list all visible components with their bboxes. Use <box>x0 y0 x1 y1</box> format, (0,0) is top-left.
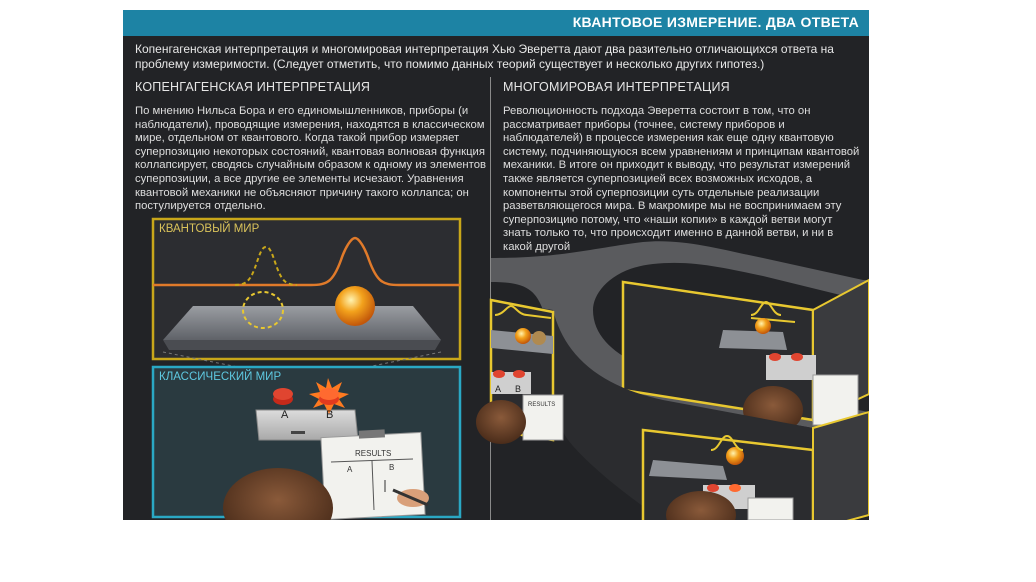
results-title: RESULTS <box>355 449 392 458</box>
mw-button-b-label: B <box>515 384 522 394</box>
results-col-a: A <box>347 465 353 474</box>
many-worlds-illustration <box>476 241 869 520</box>
copenhagen-text: По мнению Нильса Бора и его единомышленников, приборы (и наблюдатели), проводящие измерения, находятся в классическом мире, отдельном от квантового. Когда такой прибор измеряет суперпозицию некоторых состояний, квантовая волновая функция коллапсирует, сводясь случайным образом к одному из элементов суперпозиции, а все другие ее элементы исчезают. Уравнения квантовой механики не объясняют причину такого коллапса; он постулируется отдельно. <box>135 105 486 213</box>
copenhagen-heading: КОПЕНГАГЕНСКАЯ ИНТЕРПРЕТАЦИЯ <box>135 80 371 94</box>
mw-results-title: RESULTS <box>528 402 556 408</box>
page-title: КВАНТОВОЕ ИЗМЕРЕНИЕ. ДВА ОТВЕТА <box>572 14 859 30</box>
particle-ball <box>335 286 375 326</box>
classical-world-label: КЛАССИЧЕСКИЙ МИР <box>159 371 282 383</box>
many-worlds-text: Революционность подхода Эверетта состоит в том, что он рассматривает приборы (точнее, систему приборов и наблюдателей) в процессе измерения как еще одну квантовую систему, подчиняющуюся всем уравнениям и принципам квантовой механики. В итоге он приходит к выводу, что результат измерений также является суперпозицией всех возможных исходов, а компоненты этой суперпозиции суть отдельные реализации разветвляющегося мира. В макромире мы не воспринимаем эту суперпозицию потому, что «наши копии» в каждой ветви могут знать только то, что происходит именно в данной ветви, и ни в какой другой <box>503 105 860 253</box>
quantum-world-label: КВАНТОВЫЙ МИР <box>159 223 260 235</box>
intro-paragraph: Копенгагенская интерпретация и многомировая интерпретация Хью Эверетта дают два разительно отличающихся ответа на проблему измеримости. (Следует отметить, что помимо данных теорий существует и несколько других гипотез.) <box>135 42 834 71</box>
results-col-b: B <box>389 463 395 472</box>
button-b-label: B <box>326 409 334 421</box>
button-a-label: A <box>281 409 289 421</box>
quantum-tray <box>163 306 441 340</box>
copenhagen-illustration <box>123 10 869 520</box>
infographic-panel <box>123 10 869 520</box>
mw-button-a-label: A <box>495 384 502 394</box>
many-worlds-heading: МНОГОМИРОВАЯ ИНТЕРПРЕТАЦИЯ <box>503 80 730 94</box>
measuring-device <box>256 410 358 440</box>
